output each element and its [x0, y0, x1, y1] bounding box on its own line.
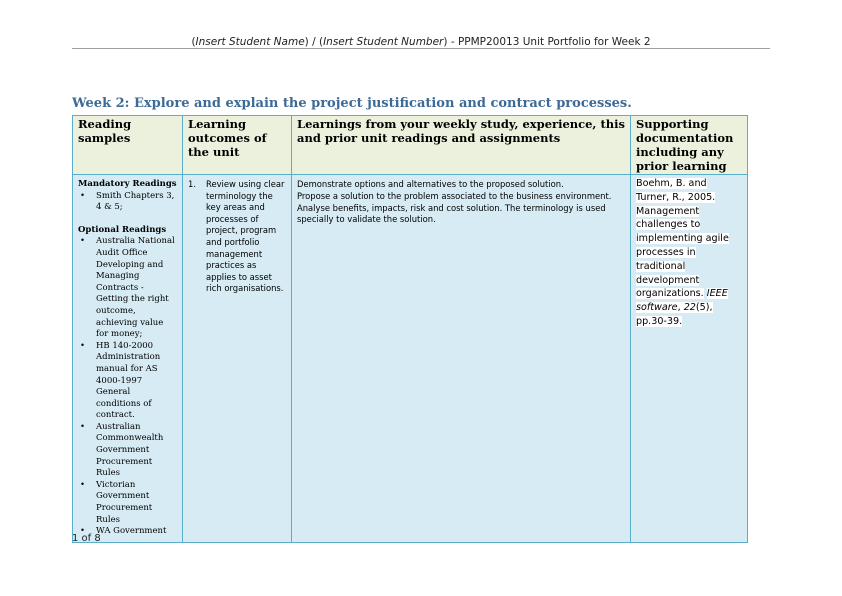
page-header: (Insert Student Name) / (Insert Student Number) - PPMP20013 Unit Portfolio for Week 2: [191, 36, 651, 48]
page-number: 1 of 8: [72, 533, 101, 544]
header-learnings: Learnings from your weekly study, experience, this and prior unit readings and assignments: [292, 116, 631, 175]
optional-readings-title: Optional Readings: [78, 224, 167, 235]
learning-outcomes-cell[interactable]: [183, 175, 292, 543]
header-unit-title: - PPMP20013 Unit Portfolio for Week 2: [447, 36, 651, 48]
list-item: • Australia National Audit Office Developing and Managing Contracts - Getting the right outcome, achieving value for money;: [78, 236, 177, 340]
reference-authors: Boehm, B. and Turner, R., 2005.: [636, 178, 716, 203]
page-title: Week 2: Explore and explain the project justification and contract processes.: [72, 96, 632, 111]
outcome-text: Review using clear terminology the key areas and processes of project, program and portfolio management practices as applies to asset rich organisations.: [206, 179, 285, 294]
list-item: [188, 179, 286, 295]
reference-pages: , pp.30-39.: [636, 302, 713, 327]
learnings-cell[interactable]: [292, 175, 631, 543]
list-item: • Victorian Government Procurement Rules: [78, 480, 177, 526]
header-reading-samples: Reading samples: [73, 116, 183, 175]
list-item: • Smith Chapters 3, 4 & 5;: [78, 191, 177, 214]
portfolio-table: [72, 115, 748, 543]
list-item: • HB 140-2000 Administration manual for AS 4000-1997 General conditions of contract.: [78, 341, 177, 422]
outcome-number: 1.: [188, 179, 196, 189]
reference-article: Management challenges to implementing agile processes in traditional development organizations.: [636, 205, 729, 300]
reference-journal: IEEE software: [636, 288, 728, 314]
student-name-placeholder: Insert Student Name: [195, 36, 305, 48]
student-number-placeholder: Insert Student Number: [323, 36, 444, 48]
learning-line: Demonstrate options and alternatives to the proposed solution.: [297, 179, 564, 189]
reading-samples-cell[interactable]: [73, 175, 183, 543]
table-header-row: [73, 116, 748, 175]
header-divider: [72, 48, 770, 49]
mandatory-readings-list: [78, 191, 177, 214]
outcomes-list: [188, 179, 286, 295]
supporting-documentation-cell[interactable]: Boehm, B. and Turner, R., 2005. Management challenges to implementing agile processes in traditional development organizations. IEEE software, 22(5), pp.30-39.: [631, 175, 748, 543]
list-item: • WA Government: [78, 526, 177, 538]
optional-readings-list: [78, 236, 177, 537]
table-row: [73, 175, 748, 543]
reference-issue: (5): [695, 302, 710, 314]
mandatory-readings-title: Mandatory Readings: [78, 179, 177, 189]
learning-line: Analyse benefits, impacts, risk and cost solution. The terminology is used specially to validate the solution.: [297, 202, 606, 225]
header-learning-outcomes: Learning outcomes of the unit: [183, 116, 292, 175]
header-supporting-documentation: Supporting documentation including any prior learning: [631, 116, 748, 175]
learning-line: Propose a solution to the problem associated to the business environment.: [297, 190, 612, 201]
reference-volume: 22: [683, 302, 696, 314]
list-item: • Australian Commonwealth Government Procurement Rules: [78, 422, 177, 480]
